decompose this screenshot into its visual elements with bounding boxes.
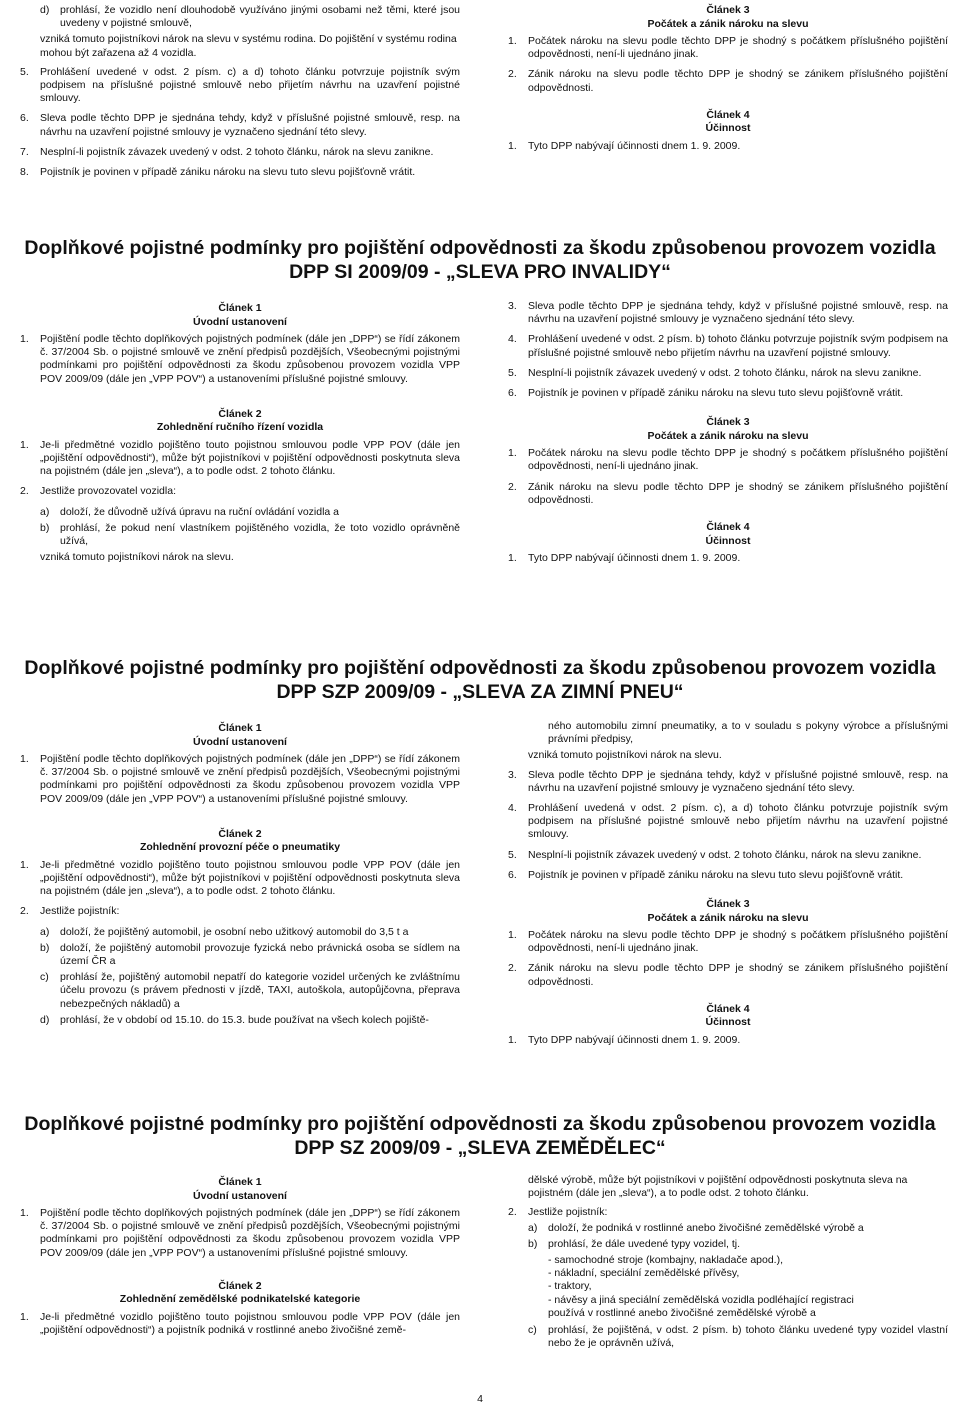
list-item: 4. Prohlášení uvedená v odst. 2 písm. c), a d) tohoto článku potvrzuje pojistník svým podpisem na příslušné pojistné smlouvě nebo přijetím návrhu na uzavření pojistné smlouvy. [508,802,948,841]
list-item: 1. Je-li předmětné vozidlo pojištěno touto pojistnou smlouvou podle VPP POV (dále jen „pojištění odpovědnosti“), může být pojistníkovi v pojištění odpovědnosti poskytnuta sleva na pojistném (dále jen „sleva“), a to podle odst. 2 tohoto článku. [20,438,460,478]
list-item: vzniká tomuto pojistníkovi nárok na slevu v systému rodina. Do pojištění v systému rodina mohou být zařazena až 4 vozidla. [40,33,457,59]
list-item: 1. Počátek nároku na slevu podle těchto DPP je shodný s počátkem příslušného pojištění odpovědnosti, není-li ujednáno jinak. [508,447,948,473]
list-item: 1. Počátek nároku na slevu podle těchto DPP je shodný s počátkem příslušného pojištění odpovědnosti, není-li ujednáno jinak. [508,929,948,955]
article-heading: Článek 3 Počátek a zánik nároku na slevu [647,4,809,30]
list-item: - návěsy a jiná speciální zemědělská vozidla podléhající registraci [548,1293,854,1306]
sz-right-column [508,1174,948,1353]
list-item: b) prohlásí, že pokud není vlastníkem pojištěného vozidla, že toto vozidlo oprávněně užívá, [40,521,460,548]
list-item: 2. Jestliže pojistník: [20,905,120,918]
list-item: 1. Je-li předmětné vozidlo pojištěno touto pojistnou smlouvou podle VPP POV (dále jen „pojištění odpovědnosti“), může být pojistníkovi v pojištění odpovědnosti poskytnuta sleva na pojistném (dále jen „sleva“), a to podle odst. 2 tohoto článku. [20,858,460,898]
article-heading: Článek 2 Zohlednění zemědělské podnikatelské kategorie [119,1279,361,1306]
top-left-column [20,4,460,186]
article-heading: Článek 4 Účinnost [705,108,751,135]
top-right-column [508,0,948,160]
article-heading: Článek 3 Počátek a zánik nároku na slevu [647,898,809,924]
list-item: 1. Je-li předmětné vozidlo pojištěno touto pojistnou smlouvou podle VPP POV (dále jen „pojištění odpovědnosti“) a pojistník podniká v rostlinné anebo živočišné země- [20,1310,460,1337]
list-item: d) prohlásí, že v období od 15.10. do 15.3. bude používat na všech kolech pojiště- [40,1013,429,1026]
section-title: Doplňkové pojistné podmínky pro pojištění odpovědnosti za škodu způsobenou provozem vozidla DPP SI 2009/09 - „SLEVA PRO INVALIDY“ [24,237,936,283]
article-heading: Článek 3 Počátek a zánik nároku na slevu [647,416,809,442]
article-heading: Článek 1 Úvodní ustanovení [193,1176,287,1202]
list-item: 5. Nesplní-li pojistník závazek uvedený v odst. 2 tohoto článku, nárok na slevu zanikne. [508,848,922,861]
list-item: 6. Pojistník je povinen v případě zániku nároku na slevu tuto slevu pojišťovně vrátit. [508,868,904,881]
article-heading: Článek 2 Zohlednění provozní péče o pneumatiky [139,827,341,854]
list-item: 1. Pojištění podle těchto doplňkových pojistných podmínek (dále jen „DPP“) se řídí zákonem č. 37/2004 Sb. o pojistné smlouvě ve znění předpisů pozdějších, Všeobecnými pojistnými podmínkami pro pojištění odpovědnosti za škodu způsobenou provozem vozidla VPP POV 2009/09 (dále jen „VPP POV“) a ustanoveními příslušné pojistné smlouvy. [20,333,460,385]
article-heading: Článek 4 Účinnost [705,1002,751,1029]
list-item: dělské výrobě, může být pojistníkovi v pojištění odpovědnosti poskytnuta sleva na pojistném (dále jen „sleva“), a to podle odst. 2 tohoto článku. [528,1174,908,1200]
list-item: - nákladní, speciální zemědělské přívěsy, [548,1267,740,1280]
article-heading: Článek 1 Úvodní ustanovení [193,302,287,328]
list-item: vzniká tomuto pojistníkovi nárok na slevu. [40,551,234,564]
list-item: 5. Nesplní-li pojistník závazek uvedený v odst. 2 tohoto článku, nárok na slevu zanikne. [508,366,922,379]
list-item: 3. Sleva podle těchto DPP je sjednána tehdy, když v příslušné pojistné smlouvě, resp. na návrhu na uzavření pojistné smlouvy je vyznačeno sjednání této slevy. [508,300,948,326]
list-item: d) prohlásí, že vozidlo není dlouhodobě využíváno jinými osobami než těmi, které jsou uvedeny v pojistné smlouvě, [40,4,460,30]
list-item: 8. Pojistník je povinen v případě zániku nároku na slevu tuto slevu pojišťovně vrátit. [20,166,416,179]
szp-right-column [508,720,948,1054]
list-item: 2. Zánik nároku na slevu podle těchto DPP je shodný se zánikem příslušného pojištění odpovědnosti. [508,962,948,988]
list-item: používá v rostlinné anebo živočišné zemědělské výrobě a [548,1306,816,1319]
article-heading: Článek 4 Účinnost [705,521,751,547]
list-item: 5. Prohlášení uvedené v odst. 2 písm. c) a d) tohoto článku potvrzuje pojistník svým podpisem na příslušné pojistné smlouvě nebo přijetím návrhu na uzavření pojistné smlouvy. [20,65,460,105]
list-item: a) doloží, že důvodně užívá úpravu na ruční ovládání vozidla a [40,505,340,518]
list-item: c) prohlásí, že pojištěná, v odst. 2 písm. b) tohoto článku uvedené typy vozidel vlastní nebo že je oprávněn užívá, [528,1324,948,1350]
list-item: 1. Pojištění podle těchto doplňkových pojistných podmínek (dále jen „DPP“) se řídí zákonem č. 37/2004 Sb. o pojistné smlouvě ve znění předpisů pozdějších, Všeobecnými pojistnými podmínkami pro pojištění odpovědnosti za škodu způsobenou provozem vozidla VPP POV 2009/09 (dále jen „VPP POV“) a ustanoveními příslušné pojistné smlouvy. [20,753,460,805]
list-item: 3. Sleva podle těchto DPP je sjednána tehdy, když v příslušné pojistné smlouvě, resp. na návrhu na uzavření pojistné smlouvy je vyznačeno sjednání této slevy. [508,768,948,794]
list-item: - samochodné stroje (kombajny, nakladače apod.), [548,1254,784,1267]
section-title: Doplňkové pojistné podmínky pro pojištění odpovědnosti za škodu způsobenou provozem vozidla DPP SZ 2009/09 - „SLEVA ZEMĚDĚLEC“ [24,1113,936,1159]
list-item: c) prohlásí že, pojištěný automobil nepatří do kategorie vozidel určených ke zvláštnímu účelu provozu (s právem přednosti v jízdě, TAXI, autoškola, autopůjčovna, přeprava nebezpečných nákladů) a [40,971,460,1010]
list-item: a) doloží, že podniká v rostlinné anebo živočišné zemědělské výrobě a [528,1221,864,1234]
page-number: 4 [477,1393,483,1405]
szp-left-column [20,710,460,1030]
si-left-column [20,290,460,570]
sz-left-column [20,1164,460,1344]
list-item: 7. Nesplní-li pojistník závazek uvedený v odst. 2 tohoto článku, nárok na slevu zanikne. [20,145,434,158]
list-item: vzniká tomuto pojistníkovi nárok na slevu. [528,749,722,762]
article-heading: Článek 2 Zohlednění ručního řízení vozidla [156,407,324,434]
list-item: 1. Pojištění podle těchto doplňkových pojistných podmínek (dále jen „DPP“) se řídí zákonem č. 37/2004 Sb. o pojistné smlouvě ve znění předpisů pozdějších, Všeobecnými pojistnými podmínkami pro pojištění odpovědnosti za škodu způsobenou provozem vozidla VPP POV 2009/09 (dále jen „VPP POV“) a ustanoveními příslušné pojistné smlouvy. [20,1207,460,1259]
list-item: 6. Pojistník je povinen v případě zániku nároku na slevu tuto slevu pojišťovně vrátit. [508,387,904,400]
list-item: b) doloží, že pojištěný automobil provozuje fyzická nebo právnická osoba se sídlem na území ČR a [40,941,460,968]
list-item: 1. Počátek nároku na slevu podle těchto DPP je shodný s počátkem příslušného pojištění odpovědnosti, není-li ujednáno jinak. [508,35,948,61]
list-item: 2. Jestliže pojistník: [508,1206,608,1219]
si-right-column [508,300,948,572]
list-item: 1. Tyto DPP nabývají účinnosti dnem 1. 9. 2009. [508,1033,741,1046]
list-item: 2. Zánik nároku na slevu podle těchto DPP je shodný se zánikem příslušného pojištění odpovědnosti. [508,68,948,94]
article-heading: Článek 1 Úvodní ustanovení [193,722,287,748]
list-item: - traktory, [548,1280,592,1293]
list-item: b) prohlásí, že dále uvedené typy vozidel, tj. [528,1237,741,1250]
list-item: 2. Jestliže provozovatel vozidla: [20,485,176,498]
list-item: 1. Tyto DPP nabývají účinnosti dnem 1. 9. 2009. [508,552,741,565]
list-item: 4. Prohlášení uvedené v odst. 2 písm. b) tohoto článku potvrzuje pojistník svým podpisem na příslušné pojistné smlouvě nebo přijetím návrhu na uzavření pojistné smlouvy. [508,333,948,359]
list-item: ného automobilu zimní pneumatiky, a to v souladu s pokyny výrobce a příslušnými právními předpisy, [548,720,948,746]
list-item: a) doloží, že pojištěný automobil, je osobní nebo užitkový automobil do 3,5 t a [40,925,409,938]
list-item: 2. Zánik nároku na slevu podle těchto DPP je shodný se zánikem příslušného pojištění odpovědnosti. [508,480,948,506]
list-item: 1. Tyto DPP nabývají účinnosti dnem 1. 9. 2009. [508,139,741,152]
section-title: Doplňkové pojistné podmínky pro pojištění odpovědnosti za škodu způsobenou provozem vozidla DPP SZP 2009/09 - „SLEVA ZA ZIMNÍ PNEU“ [24,657,936,703]
list-item: 6. Sleva podle těchto DPP je sjednána tehdy, když v příslušné pojistné smlouvě, resp. na návrhu na uzavření pojistné smlouvy je vyznačeno sjednání této slevy. [20,112,460,138]
